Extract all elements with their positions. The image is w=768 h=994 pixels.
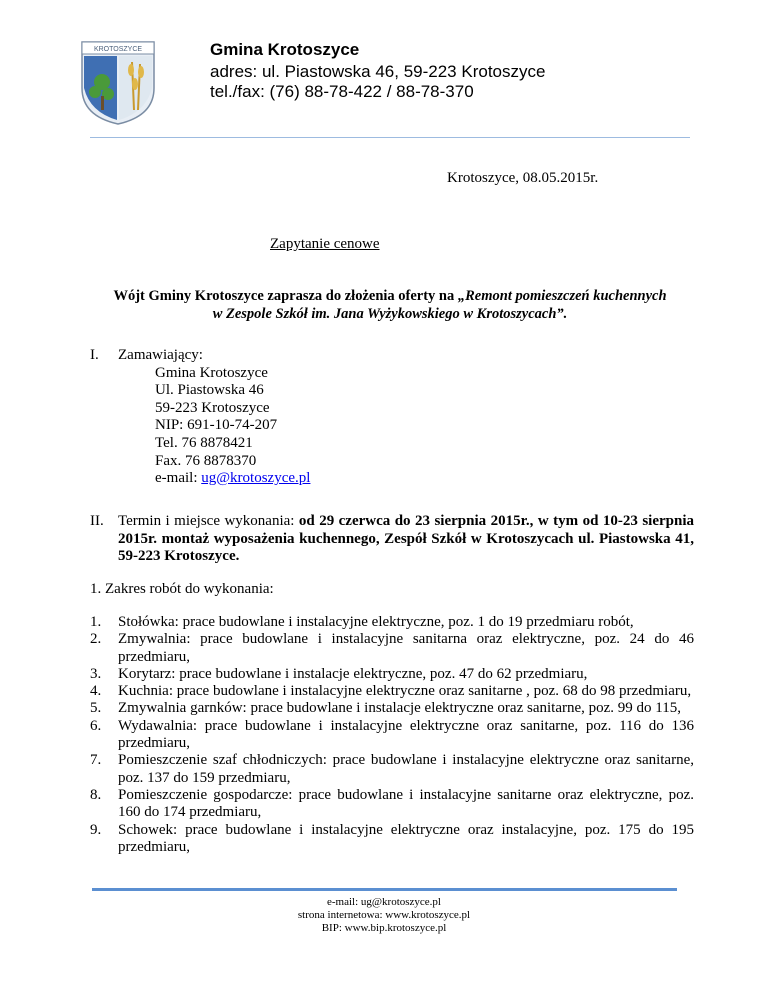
- logo-text: KROTOSZYCE: [93, 46, 143, 53]
- document-subject: Zapytanie cenowe: [270, 236, 380, 252]
- address-line: Ul. Piastowska 46: [155, 382, 264, 399]
- list-item-text: Stołówka: prace budowlane i instalacyjne elektryczne, poz. 1 do 19 przedmiaru robót,: [118, 614, 634, 630]
- footer-website: strona internetowa: www.krotoszyce.pl: [297, 909, 471, 921]
- list-item: [90, 752, 694, 787]
- list-item-text: Kuchnia: prace budowlane i instalacyjne elektryczne oraz sanitarne , poz. 68 do 98 przedmiaru,: [118, 683, 692, 700]
- list-item: [90, 787, 694, 822]
- list-item-text: Zmywalnia garnków: prace budowlane i instalacje elektryczne oraz sanitarne, poz. 99 do 115,: [118, 700, 681, 717]
- list-item-text: Pomieszczenie szaf chłodniczych: prace budowlane i instalacyjne elektryczne oraz sanitarne, poz. 137 do 159 przedmiaru,: [118, 752, 694, 786]
- list-item: [90, 700, 694, 717]
- email-link[interactable]: ug@krotoszyce.pl: [201, 470, 311, 487]
- list-item-number: 8.: [90, 786, 102, 803]
- municipality-title: Gmina Krotoszyce: [210, 40, 360, 59]
- footer-divider: [92, 888, 677, 891]
- section1-number: I.: [90, 347, 99, 363]
- address-line: Fax. 76 8878370: [155, 452, 257, 469]
- municipality-phone: tel./fax: (76) 88-78-422 / 88-78-370: [210, 82, 474, 101]
- list-item-text: Korytarz: prace budowlane i instalacje elektryczne, poz. 47 do 62 przedmiaru,: [118, 665, 588, 682]
- intro-paragraph: [90, 287, 690, 323]
- list-item-number: 4.: [90, 683, 102, 700]
- list-item-number: 3.: [90, 665, 102, 682]
- document-date: Krotoszyce, 08.05.2015r.: [447, 170, 599, 186]
- list-item: [90, 614, 694, 631]
- address-line: 59-223 Krotoszyce: [155, 399, 270, 416]
- list-item-number: 7.: [90, 752, 102, 769]
- list-item-text: Schowek: prace budowlane i instalacyjne elektryczne oraz instalacyjne, poz. 175 do 195 przedmiaru,: [118, 821, 694, 855]
- email-label: e-mail:: [155, 470, 202, 487]
- intro-title-part1: „Remont pomieszczeń kuchennych: [457, 288, 667, 304]
- list-item: [90, 822, 694, 857]
- intro-prefix: Wójt Gminy Krotoszyce zaprasza do złożenia oferty na: [113, 288, 458, 304]
- list-item: [90, 666, 694, 683]
- list-item: [90, 631, 694, 666]
- section1-heading: Zamawiający:: [118, 347, 203, 363]
- scope-heading: 1. Zakres robót do wykonania:: [90, 581, 274, 597]
- footer-bip: BIP: www.bip.krotoszyce.pl: [321, 922, 447, 934]
- list-item-number: 6.: [90, 717, 102, 734]
- list-item-text: Pomieszczenie gospodarcze: prace budowlane i instalacyjne sanitarne oraz elektryczne, poz. 160 do 174 przedmiaru,: [118, 786, 694, 821]
- krotoszyce-coat-of-arms-logo: [80, 40, 156, 126]
- intro-title-part2: w Zespole Szkół im. Jana Wyżykowskiego w Krotoszycach”.: [212, 306, 568, 322]
- section-term-and-place: [90, 513, 694, 566]
- list-item-number: 5.: [90, 700, 102, 717]
- list-item: [90, 718, 694, 753]
- list-item-text: Zmywalnia: prace budowlane i instalacyjne sanitarna oraz elektryczne, poz. 24 do 46 przedmiaru,: [118, 631, 694, 665]
- section2-label: Termin i miejsce wykonania:: [118, 513, 299, 529]
- address-line: Gmina Krotoszyce: [155, 364, 268, 381]
- section2-details: od 29 czerwca do 23 sierpnia 2015r., w tym od 10-23 sierpnia 2015r. montaż wyposażenia kuchennego, Zespół Szkół w Krotoszycach ul. Piastowska 41, 59-223 Krotoszyce.: [118, 513, 694, 564]
- list-item-number: 9.: [90, 821, 102, 838]
- section2-number: II.: [90, 513, 104, 529]
- header-divider: [90, 137, 690, 138]
- list-item-number: 2.: [90, 631, 102, 648]
- municipality-address: adres: ul. Piastowska 46, 59-223 Krotoszyce: [210, 62, 546, 81]
- works-list: [90, 614, 694, 856]
- footer-email: e-mail: ug@krotoszyce.pl: [327, 896, 441, 908]
- list-item: [90, 683, 694, 700]
- section-ordering-party: [90, 347, 690, 488]
- page-footer: [0, 896, 768, 935]
- list-item-text: Wydawalnia: prace budowlane i instalacyjne elektryczne oraz sanitarne, poz. 116 do 136 przedmiaru,: [118, 717, 694, 752]
- address-line: NIP: 691-10-74-207: [155, 417, 278, 434]
- list-item-number: 1.: [90, 614, 102, 630]
- address-line: Tel. 76 8878421: [155, 434, 253, 451]
